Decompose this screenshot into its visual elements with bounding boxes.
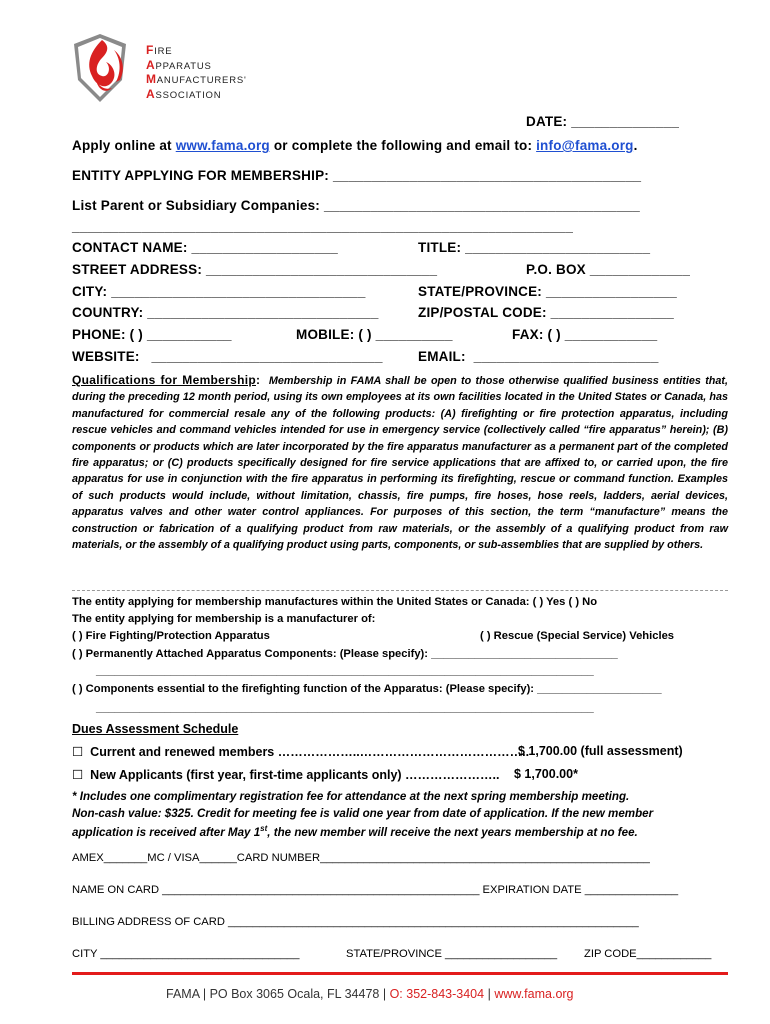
contact-name-field[interactable]: CONTACT NAME: ___________________ [72, 240, 338, 255]
country-field[interactable]: COUNTRY: ______________________________ [72, 305, 379, 320]
title-field[interactable]: TITLE: ________________________ [418, 240, 651, 255]
qualifications-label: Qualifications for Membership [72, 373, 256, 387]
dues-note-2: Non-cash value: $325. Credit for meeting fee is valid one year from date of application. If the new member [72, 807, 654, 820]
billing-address-field[interactable]: BILLING ADDRESS OF CARD __________________________________________________________________ [72, 916, 639, 928]
entity-blank[interactable]: ________________________________________ [332, 168, 642, 183]
parent-blank[interactable]: _________________________________________ [323, 198, 640, 213]
essential-components-line2[interactable]: ________________________________________________________________________________ [96, 702, 594, 714]
zip-field[interactable]: ZIP/POSTAL CODE: ________________ [418, 305, 675, 320]
fama-logo [68, 30, 132, 106]
date-blank[interactable]: ______________ [571, 114, 680, 129]
entity-field[interactable] [72, 168, 641, 183]
dues-current-row[interactable]: ☐ Current and renewed members ………………..………………………………….. [72, 745, 530, 759]
dues-new-row[interactable]: ☐ New Applicants (first year, first-time applicants only) ………………….. [72, 768, 500, 782]
parent-companies-line2[interactable]: _________________________________________________________________ [72, 219, 574, 234]
dues-new-amount: $ 1,700.00* [514, 767, 578, 781]
footer-rule [72, 972, 728, 975]
card-zip-field[interactable]: ZIP CODE____________ [584, 948, 712, 960]
logo-line: MANUFACTURERS' [146, 72, 247, 86]
us-canada-question[interactable]: The entity applying for membership manufactures within the United States or Canada: ( ) Yes ( ) No [72, 596, 598, 608]
checkbox-icon[interactable]: ☐ [72, 745, 84, 759]
checkbox-icon[interactable]: ☐ [72, 768, 84, 782]
attached-components-line2[interactable]: ________________________________________________________________________________ [96, 665, 594, 677]
flame-shield-icon [68, 30, 132, 106]
footer-org: FAMA [166, 987, 200, 1001]
mobile-field[interactable]: MOBILE: ( ) __________ [296, 327, 453, 342]
logo-wordmark [146, 44, 247, 102]
dues-heading: Dues Assessment Schedule [72, 722, 239, 736]
card-city-field[interactable]: CITY ________________________________ [72, 948, 300, 960]
website-link[interactable]: www.fama.org [175, 138, 270, 153]
footer: FAMA | PO Box 3065 Ocala, FL 34478 | O: 352-843-3404 | www.fama.org [166, 987, 574, 1001]
qualifications-text: Membership in FAMA shall be open to those otherwise qualified business entities that, during the preceding 12 month period, using its own employees at its own facilities located in the United States or Canada, has manufactured for commercial resale any of the following products: (A) firefighting or fire protection apparatus, including rescue vehicles and command vehicles intended for use in emergency service (collectively called “fire apparatus” herein); (B) components or products which are later incorporated by the fire apparatus manufacturer as a permanent part of the completed fire apparatus; or (C) products specifically designed for fire service applications that are affixed to, or carried upon, the fire apparatus for use in conjunction with the fire apparatus in performing its firefighting, rescue or command function. Examples of such products would include, without limitation, chassis, fire pumps, fire hoses, hose reels, ladders, aerial devices, apparatus valves and other water control appliances. For purposes of this section, the term “manufacture” means the construction or fabrication of a qualifying product from raw materials, or the assembly of a qualifying product from raw materials, or the assembly of a qualifying product using parts, components, or sub-assemblies that are supplied by others. [72, 375, 728, 552]
option-rescue-vehicles[interactable]: ( ) Rescue (Special Service) Vehicles [480, 630, 675, 642]
card-state-field[interactable]: STATE/PROVINCE __________________ [346, 948, 558, 960]
footer-phone[interactable]: O: 352-843-3404 [389, 987, 485, 1001]
street-address-field[interactable]: STREET ADDRESS: ______________________________ [72, 262, 438, 277]
logo-line: ASSOCIATION [146, 86, 222, 101]
manufacturer-type-question: The entity applying for membership is a manufacturer of: [72, 613, 376, 625]
logo-line: APPARATUS [146, 57, 212, 72]
dues-note-1: * Includes one complimentary registration fee for attendance at the next spring membership meeting. [72, 790, 630, 803]
po-box-field[interactable]: P.O. BOX _____________ [526, 262, 691, 277]
entity-label: ENTITY APPLYING FOR MEMBERSHIP: [72, 168, 329, 183]
option-essential-components[interactable]: ( ) Components essential to the firefighting function of the Apparatus: (Please specify): ____________________ [72, 683, 662, 695]
footer-address: PO Box 3065 Ocala, FL 34478 [209, 987, 380, 1001]
logo-line: FIRE [146, 43, 173, 57]
parent-label: List Parent or Subsidiary Companies: [72, 198, 321, 213]
footer-website-link[interactable]: www.fama.org [494, 987, 574, 1001]
parent-companies-field[interactable] [72, 198, 640, 213]
dues-current-amount: $ 1,700.00 (full assessment) [518, 744, 683, 758]
fax-field[interactable]: FAX: ( ) ____________ [512, 327, 658, 342]
dues-note-3: application is received after May 1st, the new member will receive the next years membership at no fee. [72, 824, 638, 839]
website-field[interactable]: WEBSITE: ______________________________ [72, 349, 383, 364]
email-link[interactable]: info@fama.org [536, 138, 634, 153]
email-field[interactable]: EMAIL: ________________________ [418, 349, 659, 364]
qualifications-paragraph: Qualifications for Membership: Membership in FAMA shall be open to those otherwise qualified business entities that, during the preceding 12 month period, using its own employees at its own facilities located in the United States or Canada, has manufactured for commercial resale any of the following products: (A) firefighting or fire protection apparatus, including rescue vehicles and command vehicles intended for use in emergency service (collectively called “fire apparatus” herein); (B) components or products which are later incorporated by the fire apparatus manufacturer as a permanent part of the completed fire apparatus; or (C) products specifically designed for fire service applications that are affixed to, or carried upon, the fire apparatus for use in conjunction with the fire apparatus in performing its firefighting, rescue or command function. Examples of such products would include, without limitation, chassis, fire pumps, fire hoses, hose reels, ladders, aerial devices, apparatus valves and other water control appliances. For purposes of this section, the term “manufacture” means the construction or fabrication of a qualifying product from raw materials, or the assembly of a qualifying product from raw materials, or the assembly of a qualifying product using parts, components, or sub-assemblies that are supplied by others. [72, 373, 728, 552]
phone-field[interactable]: PHONE: ( ) ___________ [72, 327, 232, 342]
section-divider [72, 590, 728, 591]
date-label: DATE: [526, 114, 568, 129]
option-attached-components[interactable]: ( ) Permanently Attached Apparatus Components: (Please specify): ______________________________ [72, 648, 618, 660]
apply-instructions: Apply online at www.fama.org or complete the following and email to: info@fama.org. [72, 138, 638, 153]
date-field[interactable] [526, 114, 679, 129]
name-on-card-field[interactable]: NAME ON CARD ___________________________________________________ EXPIRATION DATE _______________ [72, 884, 679, 896]
card-number-field[interactable]: AMEX_______MC / VISA______CARD NUMBER_____________________________________________________ [72, 852, 650, 864]
state-field[interactable]: STATE/PROVINCE: _________________ [418, 284, 678, 299]
option-fire-apparatus[interactable]: ( ) Fire Fighting/Protection Apparatus [72, 630, 270, 642]
city-field[interactable]: CITY: _________________________________ [72, 284, 366, 299]
